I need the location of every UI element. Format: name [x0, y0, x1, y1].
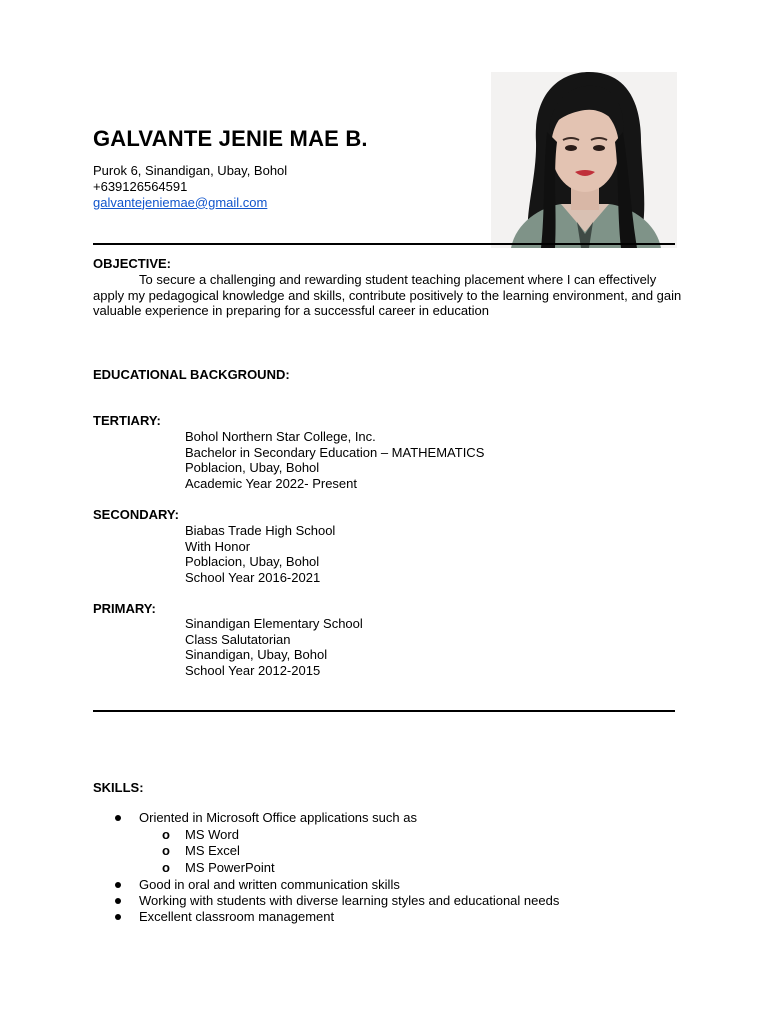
bullet-icon	[115, 882, 121, 888]
degree: Bachelor in Secondary Education – MATHEMATICS	[185, 444, 485, 460]
skills-heading: SKILLS:	[93, 780, 144, 795]
school-location: Poblacion, Ubay, Bohol	[185, 460, 320, 476]
school-name: Biabas Trade High School	[185, 523, 336, 538]
contact-info	[93, 163, 287, 210]
objective-heading: OBJECTIVE:	[93, 256, 172, 271]
tertiary-details	[185, 429, 484, 491]
school-year: School Year 2016-2021	[185, 569, 321, 585]
secondary-label: SECONDARY:	[93, 507, 179, 522]
divider-middle	[93, 710, 675, 712]
divider-top	[93, 243, 675, 245]
list-item	[139, 827, 693, 844]
sub-skill-text: MS PowerPoint	[185, 860, 275, 876]
skill-text: Oriented in Microsoft Office applications such as	[139, 810, 417, 825]
list-item	[139, 843, 693, 860]
circle-bullet-icon: o	[162, 860, 170, 876]
education-heading: EDUCATIONAL BACKGROUND:	[93, 367, 290, 382]
bullet-icon	[115, 914, 121, 920]
skills-list	[93, 810, 693, 925]
list-item	[93, 893, 693, 909]
primary-label: PRIMARY:	[93, 601, 156, 616]
skill-text: Working with students with diverse learning styles and educational needs	[139, 892, 560, 908]
circle-bullet-icon: o	[162, 826, 170, 842]
sub-skill-text: MS Excel	[185, 843, 240, 859]
award: With Honor	[185, 538, 251, 554]
tertiary-label: TERTIARY:	[93, 413, 161, 428]
bullet-icon	[115, 898, 121, 904]
objective-text-block	[93, 272, 683, 319]
school-year: Academic Year 2022- Present	[185, 475, 357, 491]
bullet-icon	[115, 815, 121, 821]
school-location: Poblacion, Ubay, Bohol	[185, 554, 320, 570]
address: Purok 6, Sinandigan, Ubay, Bohol	[93, 163, 288, 178]
profile-photo	[491, 72, 677, 248]
award: Class Salutatorian	[185, 631, 291, 647]
email-link[interactable]: galvantejeniemae@gmail.com	[93, 194, 268, 210]
primary-details	[185, 616, 363, 678]
secondary-details	[185, 523, 335, 585]
circle-bullet-icon: o	[162, 843, 170, 859]
skill-text: Good in oral and written communication skills	[139, 876, 400, 892]
school-name: Bohol Northern Star College, Inc.	[185, 429, 376, 444]
applicant-name: GALVANTE JENIE MAE B.	[93, 126, 368, 151]
list-item	[93, 810, 693, 877]
school-location: Sinandigan, Ubay, Bohol	[185, 647, 328, 663]
portrait-illustration	[491, 72, 677, 248]
school-year: School Year 2012-2015	[185, 662, 321, 678]
skill-text: Excellent classroom management	[139, 908, 335, 924]
sub-skill-text: MS Word	[185, 826, 239, 842]
list-item	[93, 909, 693, 925]
school-name: Sinandigan Elementary School	[185, 616, 363, 631]
objective-text: To secure a challenging and rewarding student teaching placement where I can effectively apply my pedagogical knowledge and skills, contribute positively to the learning environment, and gain valuable experience in preparing for a successful career in education	[93, 272, 682, 319]
phone-number: +639126564591	[93, 178, 188, 194]
list-item	[139, 860, 693, 877]
sub-list	[139, 827, 693, 877]
list-item	[93, 877, 693, 893]
